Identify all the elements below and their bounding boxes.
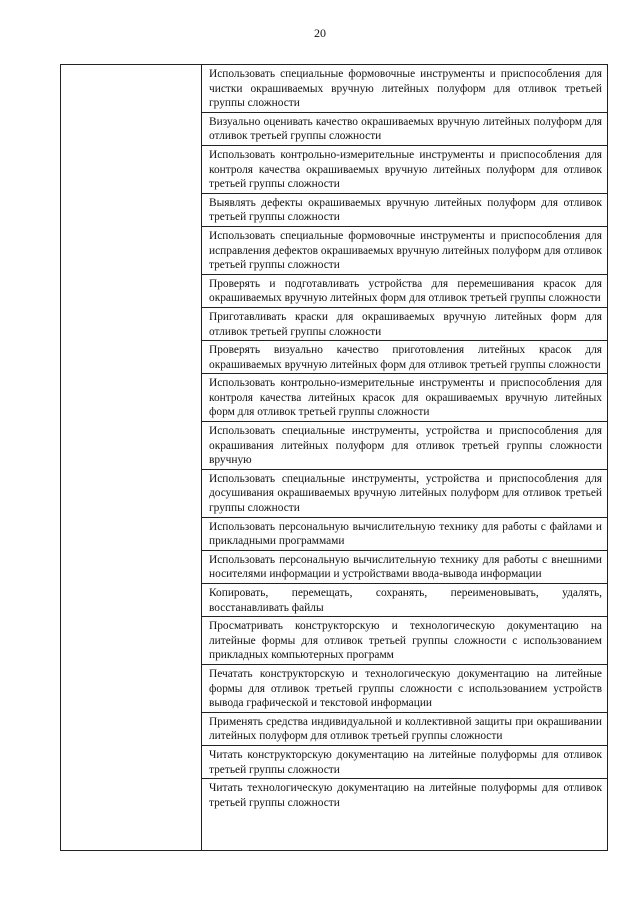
skill-row: Проверять визуально качество приготовления литейных красок для окрашиваемых вручную литейных форм для отливок третьей группы сложности — [202, 341, 607, 374]
skill-row: Использовать персональную вычислительную технику для работы с файлами и прикладными программами — [202, 518, 607, 551]
skill-row: Читать конструкторскую документацию на литейные полуформы для отливок третьей группы сложности — [202, 746, 607, 779]
skill-row: Копировать, перемещать, сохранять, переименовывать, удалять, восстанавливать файлы — [202, 584, 607, 617]
empty-label-column — [61, 65, 202, 850]
skill-row: Проверять и подготавливать устройства для перемешивания красок для окрашиваемых вручную литейных форм для отливок третьей группы сложности — [202, 275, 607, 308]
skill-row: Печатать конструкторскую и технологическую документацию на литейные формы для отливок третьей группы сложности с использованием устройств вывода графической и текстовой информации — [202, 665, 607, 713]
skill-row: Использовать персональную вычислительную технику для работы с внешними носителями информации и устройствами ввода-вывода информации — [202, 551, 607, 584]
skill-row: Использовать специальные формовочные инструменты и приспособления для исправления дефектов окрашиваемых вручную литейных полуформ для отливок третьей группы сложности — [202, 227, 607, 275]
skill-row: Выявлять дефекты окрашиваемых вручную литейных полуформ для отливок третьей группы сложности — [202, 194, 607, 227]
skill-row: Читать технологическую документацию на литейные полуформы для отливок третьей группы сложности — [209, 782, 602, 809]
skill-row: Использовать контрольно-измерительные инструменты и приспособления для контроля качества окрашиваемых вручную литейных полуформ для отливок третьей группы сложности — [202, 146, 607, 194]
skill-row: Использовать специальные инструменты, устройства и приспособления для окрашивания литейных полуформ для отливок третьей группы сложности вручную — [202, 422, 607, 470]
skill-row: Использовать специальные инструменты, устройства и приспособления для досушивания окрашиваемых вручную литейных полуформ для отливок третьей группы сложности — [202, 470, 607, 518]
skill-row: Использовать контрольно-измерительные инструменты и приспособления для контроля качества литейных красок для окрашиваемых вручную литейных форм для отливок третьей группы сложности — [202, 374, 607, 422]
skill-row: Применять средства индивидуальной и коллективной защиты при окрашивании литейных полуформ для отливок третьей группы сложности — [202, 713, 607, 746]
skill-row: Визуально оценивать качество окрашиваемых вручную литейных полуформ для отливок третьей группы сложности — [202, 113, 607, 146]
skill-row: Приготавливать краски для окрашиваемых вручную литейных форм для отливок третьей группы сложности — [202, 308, 607, 341]
skills-table — [60, 64, 608, 851]
skill-row: Просматривать конструкторскую и технологическую документацию на литейные формы для отливок третьей группы сложности с использованием прикладных компьютерных программ — [202, 617, 607, 665]
skills-column — [202, 65, 607, 850]
page-number: 20 — [314, 26, 326, 40]
skill-row: Использовать специальные формовочные инструменты и приспособления для чистки окрашиваемых вручную литейных полуформ для отливок третьей группы сложности — [202, 65, 607, 113]
